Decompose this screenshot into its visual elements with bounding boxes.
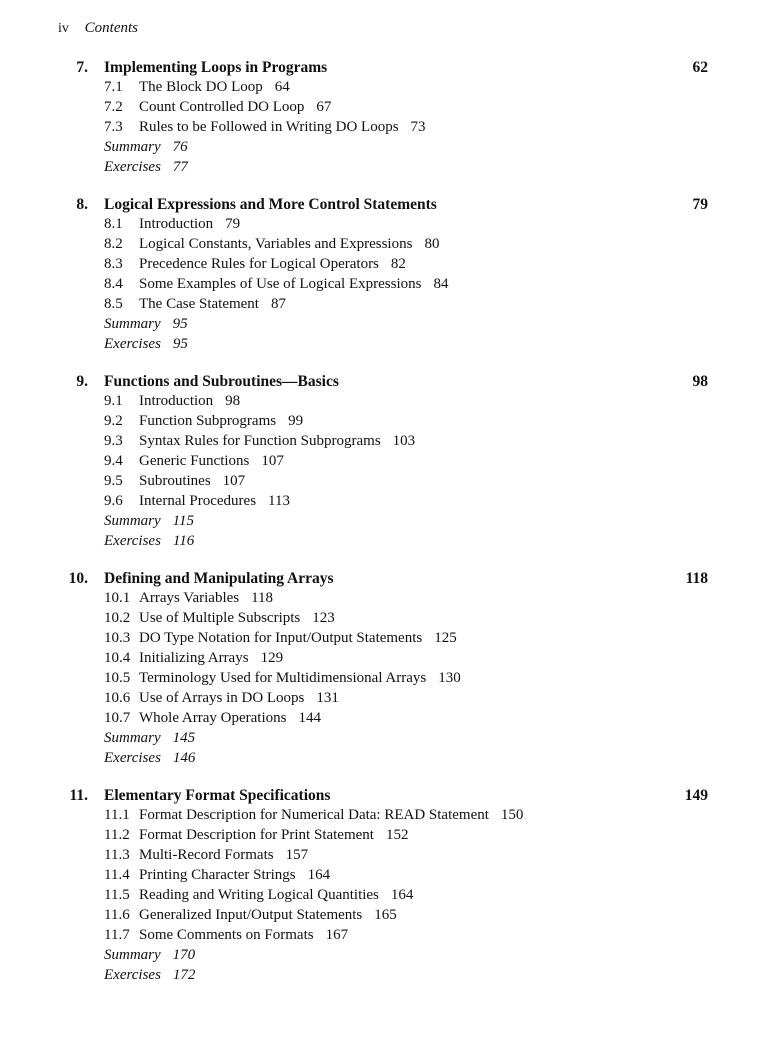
chapter-page: 98 xyxy=(692,373,708,390)
chapter-heading[interactable] xyxy=(0,373,768,393)
toc-entry[interactable] xyxy=(0,413,768,433)
toc-entry[interactable] xyxy=(0,690,768,710)
exercises-label: Exercises xyxy=(104,750,161,766)
section-number: 9.4 xyxy=(104,453,123,469)
chapter-number: 11. xyxy=(69,787,88,804)
summary-entry[interactable] xyxy=(0,513,768,533)
summary-page: 76 xyxy=(172,139,188,155)
section-title: Syntax Rules for Function Subprograms xyxy=(139,433,381,449)
toc-entry[interactable] xyxy=(0,119,768,139)
toc-entry[interactable] xyxy=(0,630,768,650)
section-page: 98 xyxy=(225,393,241,409)
summary-page: 115 xyxy=(172,513,195,529)
section-title: Function Subprograms xyxy=(139,413,277,429)
section-page: 164 xyxy=(307,867,331,883)
section-number: 11.6 xyxy=(104,907,130,923)
chapter-number: 9. xyxy=(76,373,88,390)
section-title: Introduction xyxy=(139,216,214,232)
chapter-title: Implementing Loops in Programs xyxy=(104,59,328,76)
section-page: 80 xyxy=(424,236,440,252)
section-title: Internal Procedures xyxy=(139,493,257,509)
section-page: 123 xyxy=(312,610,335,626)
toc-entry[interactable] xyxy=(0,847,768,867)
summary-label: Summary xyxy=(104,139,161,155)
section-number: 11.7 xyxy=(104,927,130,943)
section-title: Logical Constants, Variables and Expressions xyxy=(139,236,413,252)
summary-label: Summary xyxy=(104,730,161,746)
running-head xyxy=(58,20,138,37)
section-number: 10.3 xyxy=(104,630,131,646)
chapter-page: 62 xyxy=(692,59,708,76)
toc-entry[interactable] xyxy=(0,590,768,610)
section-page: 107 xyxy=(261,453,284,469)
section-number: 8.5 xyxy=(104,296,123,312)
chapter-number: 10. xyxy=(68,570,88,587)
section-page: 130 xyxy=(438,670,461,686)
section-page: 99 xyxy=(288,413,304,429)
section-number: 10.7 xyxy=(104,710,131,726)
chapter-heading[interactable] xyxy=(0,570,768,590)
section-title: Arrays Variables xyxy=(139,590,240,606)
section-page: 79 xyxy=(225,216,241,232)
section-title: Some Examples of Use of Logical Expressions xyxy=(139,276,422,292)
section-title: Precedence Rules for Logical Operators xyxy=(139,256,379,272)
toc-entry[interactable] xyxy=(0,710,768,730)
section-page: 164 xyxy=(390,887,414,903)
table-of-contents xyxy=(0,59,768,1004)
section-number: 8.1 xyxy=(104,216,123,232)
section-title: Some Comments on Formats xyxy=(139,927,314,943)
summary-entry[interactable] xyxy=(0,316,768,336)
chapter-heading[interactable] xyxy=(0,59,768,79)
section-number: 8.4 xyxy=(104,276,123,292)
section-title: Format Description for Print Statement xyxy=(139,827,374,843)
section-page: 82 xyxy=(390,256,406,272)
section-title: Subroutines xyxy=(139,473,211,489)
section-number: 7.2 xyxy=(104,99,123,115)
summary-label: Summary xyxy=(104,947,161,963)
toc-entry[interactable] xyxy=(0,610,768,630)
section-title: Initializing Arrays xyxy=(139,650,249,666)
section-number: 11.1 xyxy=(104,807,130,823)
toc-entry[interactable] xyxy=(0,276,768,296)
summary-label: Summary xyxy=(104,316,161,332)
toc-entry[interactable] xyxy=(0,907,768,927)
section-page: 84 xyxy=(433,276,449,292)
chapter-title: Defining and Manipulating Arrays xyxy=(104,570,334,587)
chapter-title: Elementary Format Specifications xyxy=(104,787,331,804)
exercises-entry[interactable] xyxy=(0,159,768,179)
toc-entry[interactable] xyxy=(0,236,768,256)
chapter-block xyxy=(0,570,768,770)
section-page: 67 xyxy=(316,99,332,115)
section-title: DO Type Notation for Input/Output Statements xyxy=(139,630,423,646)
section-number: 9.6 xyxy=(104,493,123,509)
section-number: 11.2 xyxy=(104,827,130,843)
chapter-page: 79 xyxy=(692,196,708,213)
exercises-page: 77 xyxy=(172,159,188,175)
toc-entry[interactable] xyxy=(0,79,768,99)
chapter-number: 8. xyxy=(76,196,88,213)
section-number: 9.5 xyxy=(104,473,123,489)
exercises-entry[interactable] xyxy=(0,533,768,553)
exercises-page: 146 xyxy=(172,750,196,766)
toc-entry[interactable] xyxy=(0,650,768,670)
page-folio: iv xyxy=(58,21,69,36)
exercises-entry[interactable] xyxy=(0,336,768,356)
chapter-block xyxy=(0,59,768,179)
section-number: 7.1 xyxy=(104,79,123,95)
toc-entry[interactable] xyxy=(0,493,768,513)
section-page: 167 xyxy=(325,927,349,943)
summary-page: 170 xyxy=(172,947,196,963)
toc-entry[interactable] xyxy=(0,867,768,887)
chapter-block xyxy=(0,787,768,987)
exercises-label: Exercises xyxy=(104,336,161,352)
section-number: 7.3 xyxy=(104,119,123,135)
section-number: 10.5 xyxy=(104,670,131,686)
toc-entry[interactable] xyxy=(0,927,768,947)
exercises-label: Exercises xyxy=(104,533,161,549)
toc-entry[interactable] xyxy=(0,296,768,316)
summary-entry[interactable] xyxy=(0,139,768,159)
section-page: 150 xyxy=(500,807,524,823)
section-title: Format Description for Numerical Data: READ Statement xyxy=(139,807,489,823)
section-page: 165 xyxy=(374,907,397,923)
section-page: 73 xyxy=(410,119,426,135)
section-title: Whole Array Operations xyxy=(139,710,287,726)
toc-entry[interactable] xyxy=(0,256,768,276)
chapter-title: Functions and Subroutines—Basics xyxy=(104,373,339,390)
section-title: Introduction xyxy=(139,393,214,409)
section-number: 11.5 xyxy=(104,887,130,903)
section-number: 11.3 xyxy=(104,847,130,863)
section-title: Printing Character Strings xyxy=(139,867,296,883)
section-number: 10.6 xyxy=(104,690,131,706)
toc-entry[interactable] xyxy=(0,216,768,236)
summary-entry[interactable] xyxy=(0,947,768,967)
chapter-heading[interactable] xyxy=(0,196,768,216)
section-page: 64 xyxy=(274,79,290,95)
section-title: Generic Functions xyxy=(139,453,250,469)
section-page: 107 xyxy=(222,473,246,489)
toc-entry[interactable] xyxy=(0,827,768,847)
summary-page: 145 xyxy=(172,730,196,746)
section-page: 118 xyxy=(251,590,274,606)
toc-entry[interactable] xyxy=(0,99,768,119)
section-title: The Block DO Loop xyxy=(139,79,263,95)
exercises-page: 116 xyxy=(172,533,195,549)
section-number: 10.2 xyxy=(104,610,131,626)
chapter-page: 118 xyxy=(685,570,708,587)
summary-page: 95 xyxy=(172,316,188,332)
section-page: 129 xyxy=(260,650,284,666)
section-number: 11.4 xyxy=(104,867,130,883)
toc-entry[interactable] xyxy=(0,473,768,493)
chapter-number: 7. xyxy=(76,59,88,76)
exercises-label: Exercises xyxy=(104,159,161,175)
section-title: Use of Arrays in DO Loops xyxy=(139,690,305,706)
section-page: 103 xyxy=(392,433,416,449)
exercises-page: 95 xyxy=(172,336,188,352)
toc-entry[interactable] xyxy=(0,393,768,413)
section-number: 8.3 xyxy=(104,256,123,272)
toc-entry[interactable] xyxy=(0,807,768,827)
toc-entry[interactable] xyxy=(0,670,768,690)
section-page: 87 xyxy=(270,296,286,312)
section-page: 125 xyxy=(434,630,457,646)
running-head-title: Contents xyxy=(84,20,138,36)
section-number: 9.2 xyxy=(104,413,123,429)
exercises-label: Exercises xyxy=(104,967,161,983)
section-page: 131 xyxy=(316,690,339,706)
section-page: 157 xyxy=(285,847,309,863)
section-title: Multi-Record Formats xyxy=(139,847,274,863)
section-title: Reading and Writing Logical Quantities xyxy=(139,887,379,903)
summary-entry[interactable] xyxy=(0,730,768,750)
section-page: 144 xyxy=(298,710,321,726)
chapter-block xyxy=(0,373,768,553)
section-number: 10.1 xyxy=(104,590,131,606)
exercises-page: 172 xyxy=(172,967,196,983)
section-title: The Case Statement xyxy=(139,296,259,312)
toc-entry[interactable] xyxy=(0,433,768,453)
exercises-entry[interactable] xyxy=(0,967,768,987)
section-title: Count Controlled DO Loop xyxy=(139,99,305,115)
toc-entry[interactable] xyxy=(0,887,768,907)
section-number: 8.2 xyxy=(104,236,123,252)
chapter-heading[interactable] xyxy=(0,787,768,807)
chapter-page: 149 xyxy=(684,787,708,804)
section-title: Rules to be Followed in Writing DO Loops xyxy=(139,119,399,135)
section-page: 113 xyxy=(268,493,290,509)
chapter-block xyxy=(0,196,768,356)
section-number: 10.4 xyxy=(104,650,131,666)
chapter-title: Logical Expressions and More Control Statements xyxy=(104,196,437,213)
section-title: Terminology Used for Multidimensional Arrays xyxy=(139,670,427,686)
section-number: 9.1 xyxy=(104,393,123,409)
toc-entry[interactable] xyxy=(0,453,768,473)
section-title: Use of Multiple Subscripts xyxy=(139,610,301,626)
section-number: 9.3 xyxy=(104,433,123,449)
exercises-entry[interactable] xyxy=(0,750,768,770)
summary-label: Summary xyxy=(104,513,161,529)
section-title: Generalized Input/Output Statements xyxy=(139,907,363,923)
section-page: 152 xyxy=(385,827,409,843)
